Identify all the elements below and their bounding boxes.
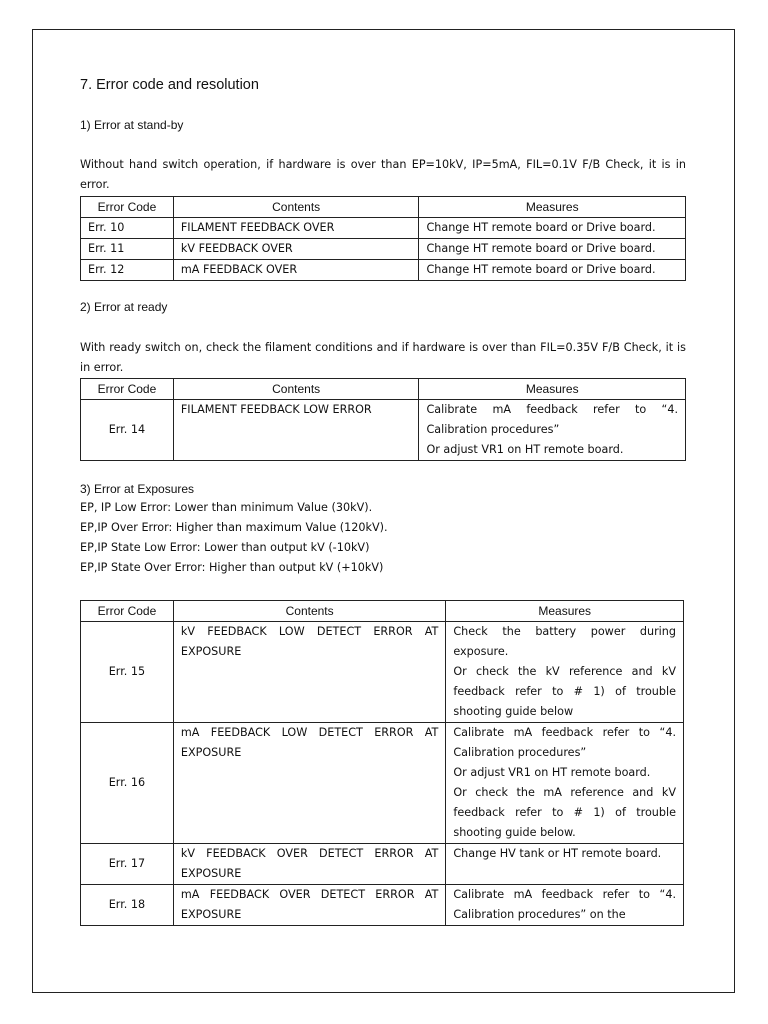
- error-code-cell: Err. 12: [81, 260, 174, 281]
- contents-cell: FILAMENT FEEDBACK OVER: [173, 218, 419, 239]
- standby-description: Without hand switch operation, if hardware is over than EP=10kV, IP=5mA, FIL=0.1V F/B Check, it is in error.: [80, 158, 686, 191]
- contents-cell: kV FEEDBACK LOW DETECT ERROR AT EXPOSURE: [173, 622, 446, 723]
- header-measures: Measures: [446, 601, 684, 622]
- table-header-row: [81, 601, 684, 622]
- ready-error-table: [80, 378, 686, 461]
- header-measures: Measures: [419, 379, 686, 400]
- contents-cell: mA FEEDBACK OVER DETECT ERROR AT EXPOSURE: [173, 885, 446, 926]
- contents-cell: FILAMENT FEEDBACK LOW ERROR: [173, 400, 419, 461]
- measures-cell: Change HT remote board or Drive board.: [419, 260, 686, 281]
- header-error-code: Error Code: [81, 197, 174, 218]
- measure-line: Or check the mA reference and kV feedback refer to # 1) of trouble shooting guide below.: [453, 786, 676, 839]
- table-row: [81, 844, 684, 885]
- header-contents: Contents: [173, 379, 419, 400]
- error-code-cell: Err. 16: [81, 723, 174, 844]
- measures-cell: [446, 885, 684, 926]
- measure-line: Calibrate mA feedback refer to “4. Calibration procedures”: [426, 403, 678, 436]
- measure-line: Or check the kV reference and kV feedback refer to # 1) of trouble shooting guide below: [453, 665, 676, 718]
- standby-heading: 1) Error at stand-by: [80, 118, 184, 132]
- error-code-cell: Err. 11: [81, 239, 174, 260]
- contents-cell: kV FEEDBACK OVER: [173, 239, 419, 260]
- measures-cell: [419, 400, 686, 461]
- exposure-error-table: [80, 600, 684, 926]
- table-row: [81, 260, 686, 281]
- error-code-cell: Err. 15: [81, 622, 174, 723]
- measures-cell: [446, 622, 684, 723]
- table-row: [81, 885, 684, 926]
- standby-error-table: [80, 196, 686, 281]
- error-code-cell: Err. 14: [81, 400, 174, 461]
- ready-description: With ready switch on, check the filament conditions and if hardware is over than FIL=0.35V F/B Check, it is in error.: [80, 341, 686, 374]
- table-row: [81, 218, 686, 239]
- ready-heading: 2) Error at ready: [80, 300, 168, 314]
- table-row: [81, 400, 686, 461]
- error-code-cell: Err. 17: [81, 844, 174, 885]
- section-title: 7. Error code and resolution: [80, 77, 259, 93]
- header-contents: Contents: [173, 197, 419, 218]
- exposure-note: EP,IP State Low Error: Lower than output kV (-10kV): [80, 541, 370, 554]
- measures-cell: Change HT remote board or Drive board.: [419, 239, 686, 260]
- header-error-code: Error Code: [81, 601, 174, 622]
- measures-cell: [446, 723, 684, 844]
- measure-line: Change HV tank or HT remote board.: [453, 847, 662, 860]
- error-code-cell: Err. 18: [81, 885, 174, 926]
- measure-line: Or adjust VR1 on HT remote board.: [453, 766, 651, 779]
- measure-line: Check the battery power during exposure.: [453, 625, 676, 658]
- measures-cell: Change HT remote board or Drive board.: [419, 218, 686, 239]
- table-row: [81, 723, 684, 844]
- header-contents: Contents: [173, 601, 446, 622]
- exposure-note: EP, IP Low Error: Lower than minimum Value (30kV).: [80, 501, 373, 514]
- measure-line: Calibrate mA feedback refer to “4. Calibration procedures”: [453, 726, 676, 759]
- measure-line: Calibrate mA feedback refer to “4. Calibration procedures” on the: [453, 888, 676, 921]
- exposure-note: EP,IP State Over Error: Higher than output kV (+10kV): [80, 561, 384, 574]
- table-row: [81, 239, 686, 260]
- contents-cell: mA FEEDBACK OVER: [173, 260, 419, 281]
- measure-line: Or adjust VR1 on HT remote board.: [426, 443, 624, 456]
- table-header-row: [81, 379, 686, 400]
- header-error-code: Error Code: [81, 379, 174, 400]
- exposure-note: EP,IP Over Error: Higher than maximum Value (120kV).: [80, 521, 388, 534]
- table-header-row: [81, 197, 686, 218]
- table-row: [81, 622, 684, 723]
- contents-cell: mA FEEDBACK LOW DETECT ERROR AT EXPOSURE: [173, 723, 446, 844]
- measures-cell: [446, 844, 684, 885]
- contents-cell: kV FEEDBACK OVER DETECT ERROR AT EXPOSURE: [173, 844, 446, 885]
- exposure-heading: 3) Error at Exposures: [80, 482, 195, 496]
- error-code-cell: Err. 10: [81, 218, 174, 239]
- header-measures: Measures: [419, 197, 686, 218]
